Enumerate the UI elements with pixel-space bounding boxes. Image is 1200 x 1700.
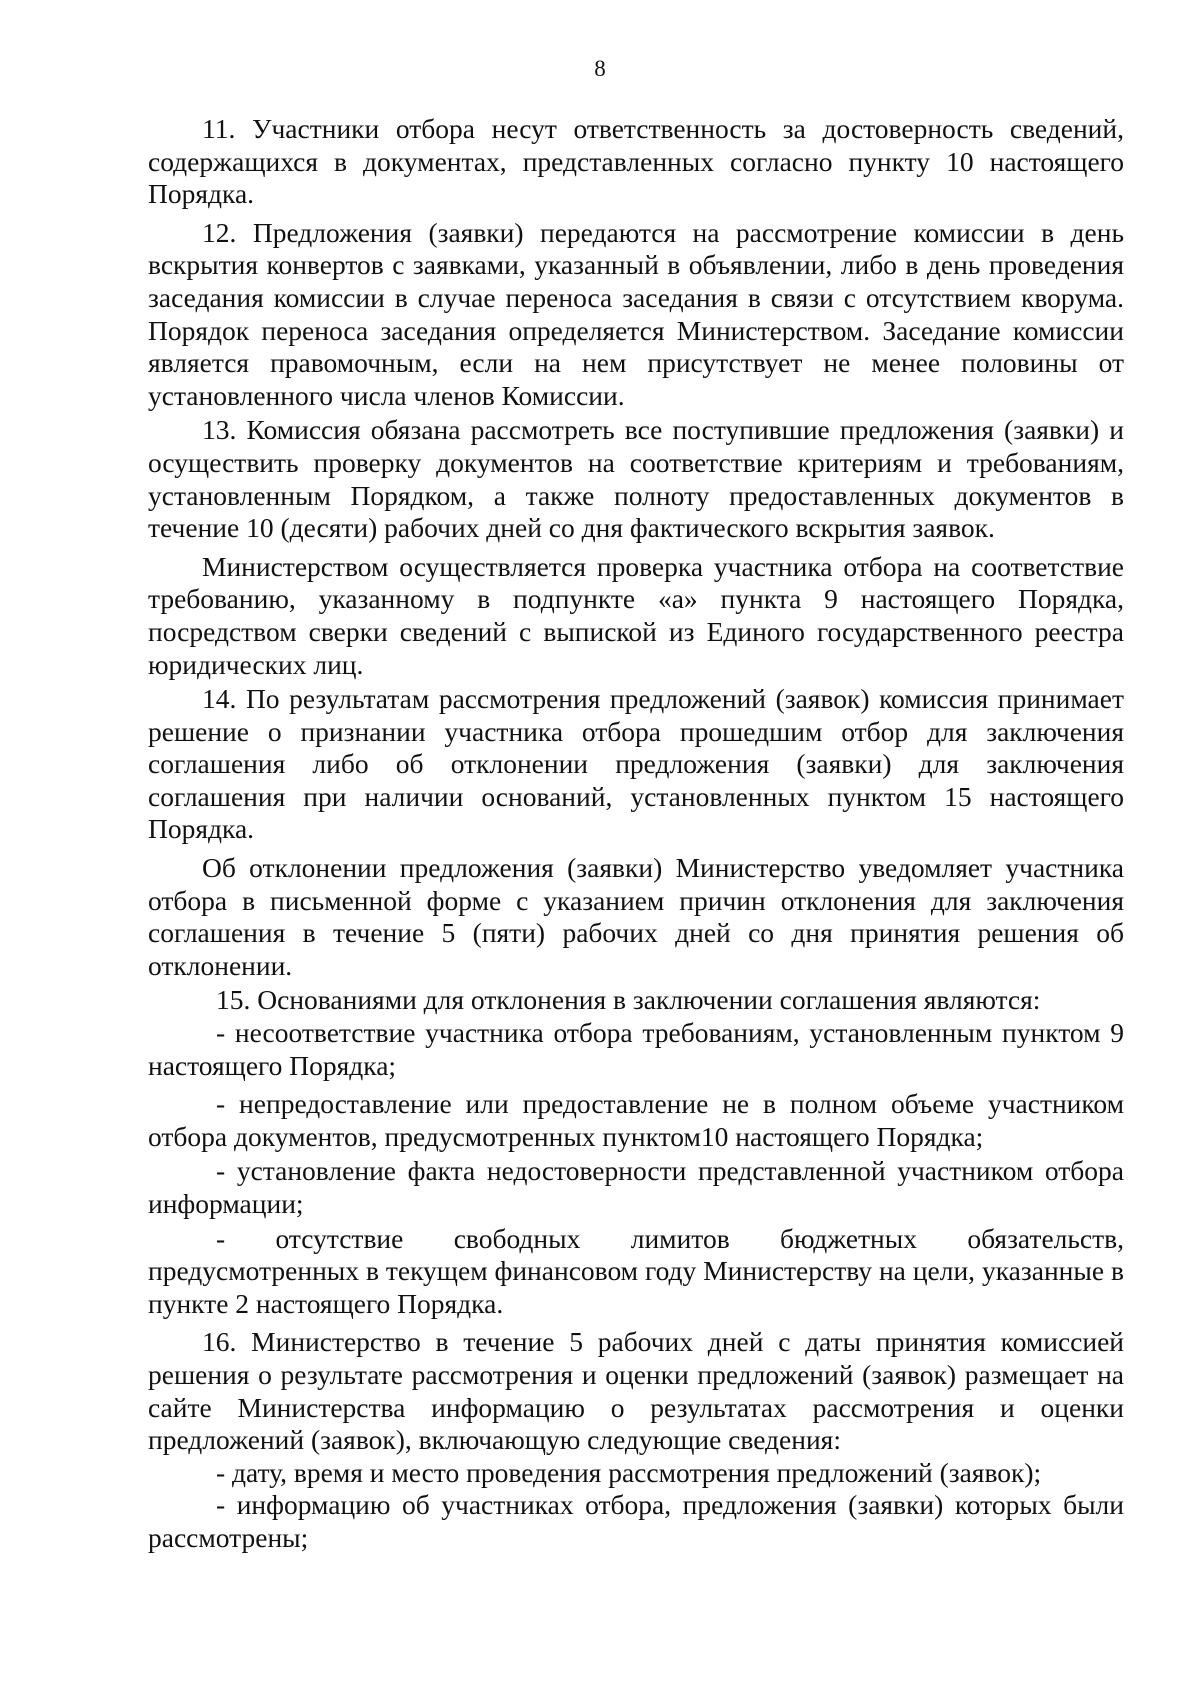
paragraph-14: 14. По результатам рассмотрения предложений (заявок) комиссия принимает решение о признании участника отбора прошедшим отбор для заключения соглашения либо об отклонении предложения (заявки) для заключения соглашения при наличии оснований, установленных пунктом 15 настоящего Порядка. [148,683,1124,845]
paragraph-14-rejection-notice: Об отклонении предложения (заявки) Министерство уведомляет участника отбора в письменной форме с указанием причин отклонения для заключения соглашения в течение 5 (пяти) рабочих дней со дня принятия решения об отклонении. [148,852,1124,981]
list-item-16-1: - дату, время и место проведения рассмотрения предложений (заявок); [216,1456,1042,1488]
list-item-15-3: - установление факта недостоверности представленной участником отбора информации; [148,1155,1124,1219]
document-body [148,113,1124,1555]
page-number: 8 [594,56,606,81]
paragraph-16: 16. Министерство в течение 5 рабочих дней с даты принятия комиссией решения о результате рассмотрения и оценки предложений (заявок) размещает на сайте Министерства информацию о результатах рассмотрения и оценки предложений (заявок), включающую следующие сведения: [148,1326,1124,1456]
paragraph-12: 12. Предложения (заявки) передаются на рассмотрение комиссии в день вскрытия конвертов с заявками, указанный в объявлении, либо в день проведения заседания комиссии в случае переноса заседания в связи с отсутствием кворума. Порядок переноса заседания определяется Министерством. Заседание комиссии является правомочным, если на нем присутствует не менее половины от установленного числа членов Комиссии. [148,216,1124,411]
list-item-16-2: - информацию об участниках отбора, предложения (заявки) которых были рассмотрены; [148,1489,1124,1553]
paragraph-13: 13. Комиссия обязана рассмотреть все поступившие предложения (заявки) и осуществить проверку документов на соответствие критериям и требованиям, установленным Порядком, а также полноту предоставленных документов в течение 10 (десяти) рабочих дней со дня фактического вскрытия заявок. [148,414,1124,544]
paragraph-11: 11. Участники отбора несут ответственность за достоверность сведений, содержащихся в документах, представленных согласно пункту 10 настоящего Порядка. [148,113,1124,210]
list-item-15-4: - отсутствие свободных лимитов бюджетных обязательств, предусмотренных в текущем финансовом году Министерству на цели, указанные в пункте 2 настоящего Порядка. [148,1222,1124,1319]
list-item-15-2: - непредоставление или предоставление не в полном объеме участником отбора документов, предусмотренных пунктом10 настоящего Порядка; [148,1088,1124,1152]
paragraph-15: 15. Основаниями для отклонения в заключении соглашения являются: [216,984,1041,1016]
list-item-15-1: - несоответствие участника отбора требованиям, установленным пунктом 9 настоящего Порядка; [148,1017,1124,1081]
paragraph-13-verification: Министерством осуществляется проверка участника отбора на соответствие требованию, указанному в подпункте «а» пункта 9 настоящего Порядка, посредством сверки сведений с выпиской из Единого государственного реестра юридических лиц. [148,550,1124,680]
